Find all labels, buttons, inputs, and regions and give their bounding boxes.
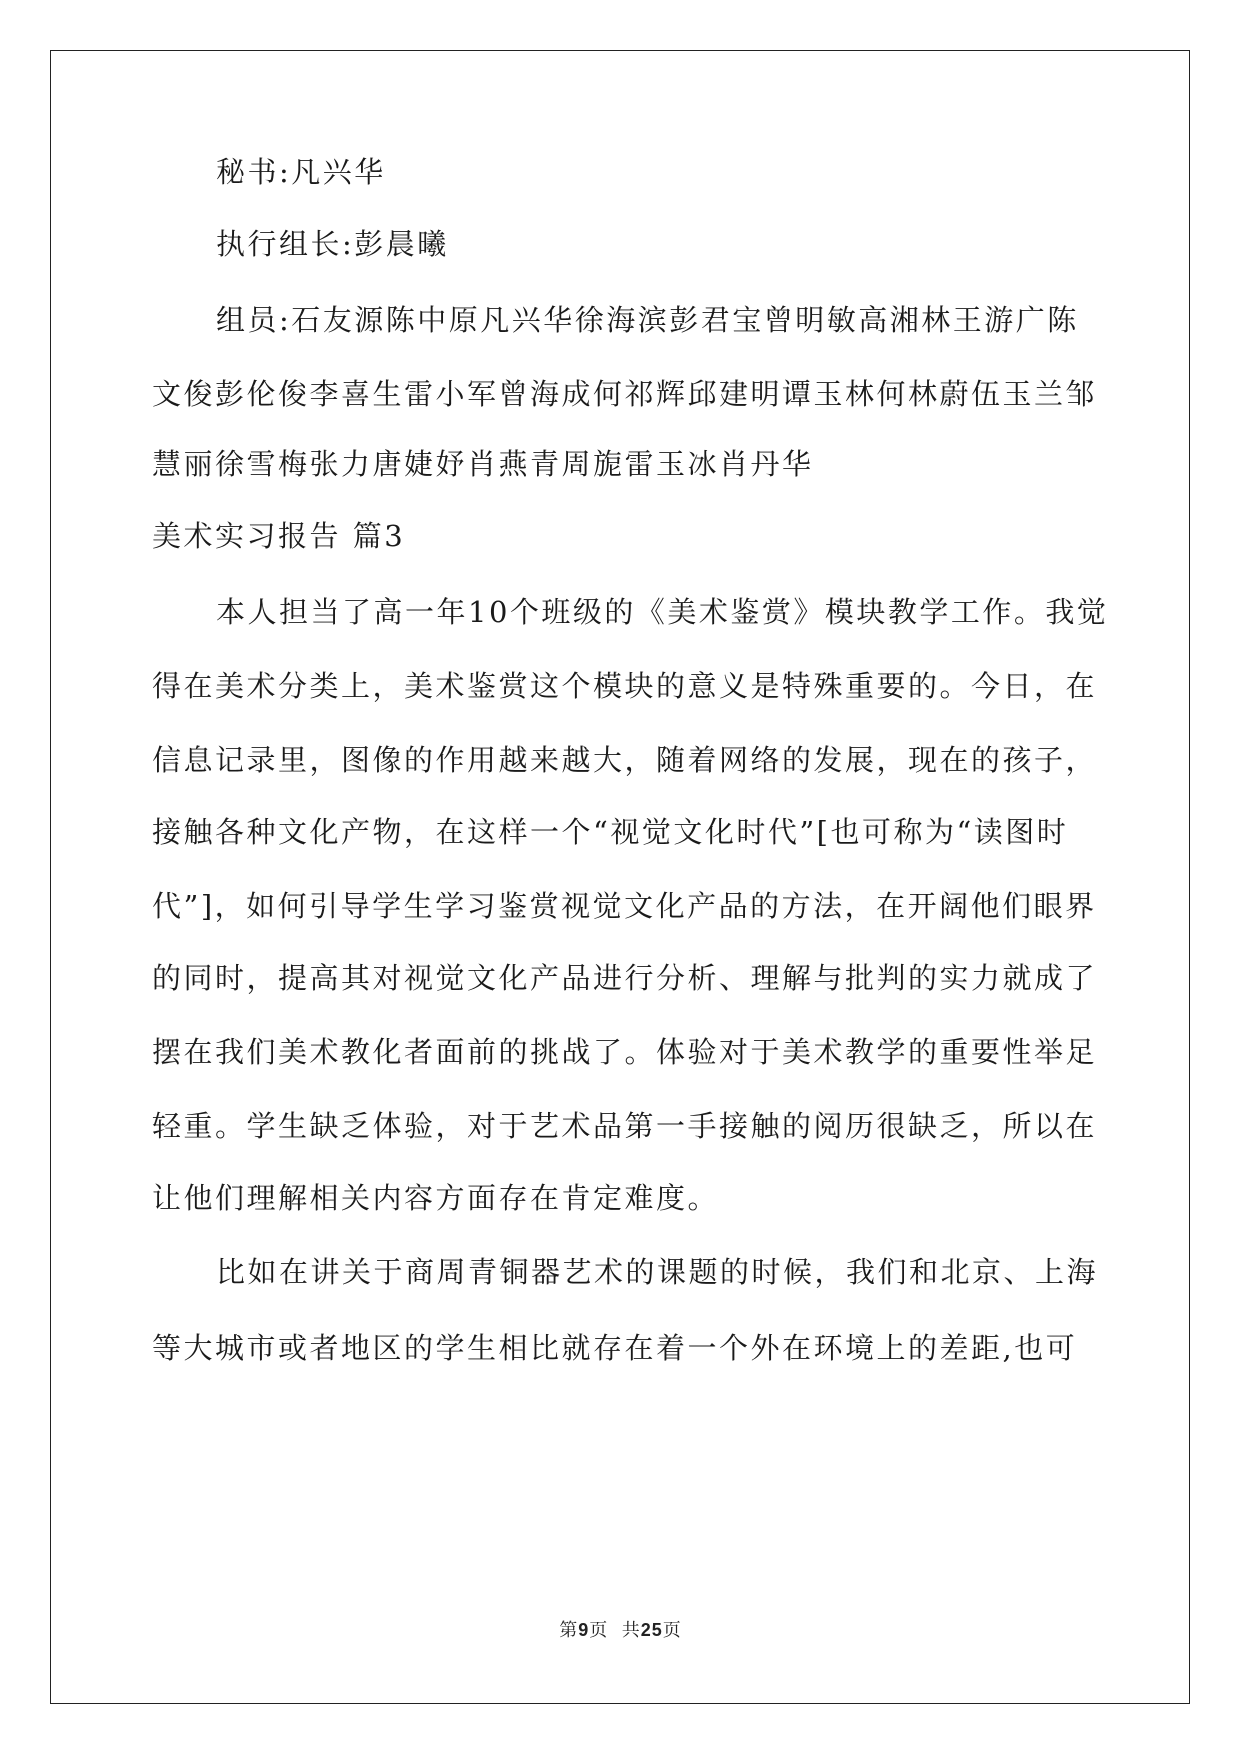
paragraph-line: 让他们理解相关内容方面存在肯定难度。	[152, 1181, 720, 1215]
members-line: 慧丽徐雪梅张力唐婕妤肖燕青周旎雷玉冰肖丹华	[152, 447, 814, 481]
members-line: 组员:石友源陈中原凡兴华徐海滨彭君宝曾明敏高湘林王游广陈	[216, 303, 1079, 337]
current-page-number: 9	[578, 1620, 590, 1640]
paragraph-line: 轻重。学生缺乏体验，对于艺术品第一手接触的阅历很缺乏，所以在	[152, 1109, 1098, 1143]
secretary-line: 秘书:凡兴华	[216, 155, 386, 189]
paragraph-line: 信息记录里，图像的作用越来越大，随着网络的发展，现在的孩子，	[152, 743, 1098, 777]
members-line: 文俊彭伦俊李喜生雷小军曾海成何祁辉邱建明谭玉林何林蔚伍玉兰邹	[152, 377, 1098, 411]
total-pages-number: 25	[640, 1620, 663, 1640]
paragraph-line: 接触各种文化产物，在这样一个“视觉文化时代”[也可称为“读图时	[152, 815, 1069, 849]
paragraph-line: 的同时，提高其对视觉文化产品进行分析、理解与批判的实力就成了	[152, 961, 1098, 995]
executive-leader-line: 执行组长:彭晨曦	[216, 227, 449, 261]
paragraph-line: 比如在讲关于商周青铜器艺术的课题的时候，我们和北京、上海	[216, 1255, 1099, 1289]
page-footer	[0, 1616, 1241, 1642]
footer-prefix: 第	[559, 1620, 579, 1641]
footer-mid: 页 共	[589, 1620, 641, 1641]
section-heading: 美术实习报告 篇3	[152, 519, 406, 553]
paragraph-line: 等大城市或者地区的学生相比就存在着一个外在环境上的差距,也可	[152, 1331, 1078, 1365]
page-border	[50, 50, 1190, 1704]
paragraph-line: 代”]，如何引导学生学习鉴赏视觉文化产品的方法，在开阔他们眼界	[152, 889, 1097, 923]
footer-suffix: 页	[662, 1620, 682, 1641]
paragraph-line: 摆在我们美术教化者面前的挑战了。体验对于美术教学的重要性举足	[152, 1035, 1098, 1069]
paragraph-line: 本人担当了高一年10个班级的《美术鉴赏》模块教学工作。我觉	[216, 595, 1109, 629]
paragraph-line: 得在美术分类上，美术鉴赏这个模块的意义是特殊重要的。今日，在	[152, 669, 1098, 703]
